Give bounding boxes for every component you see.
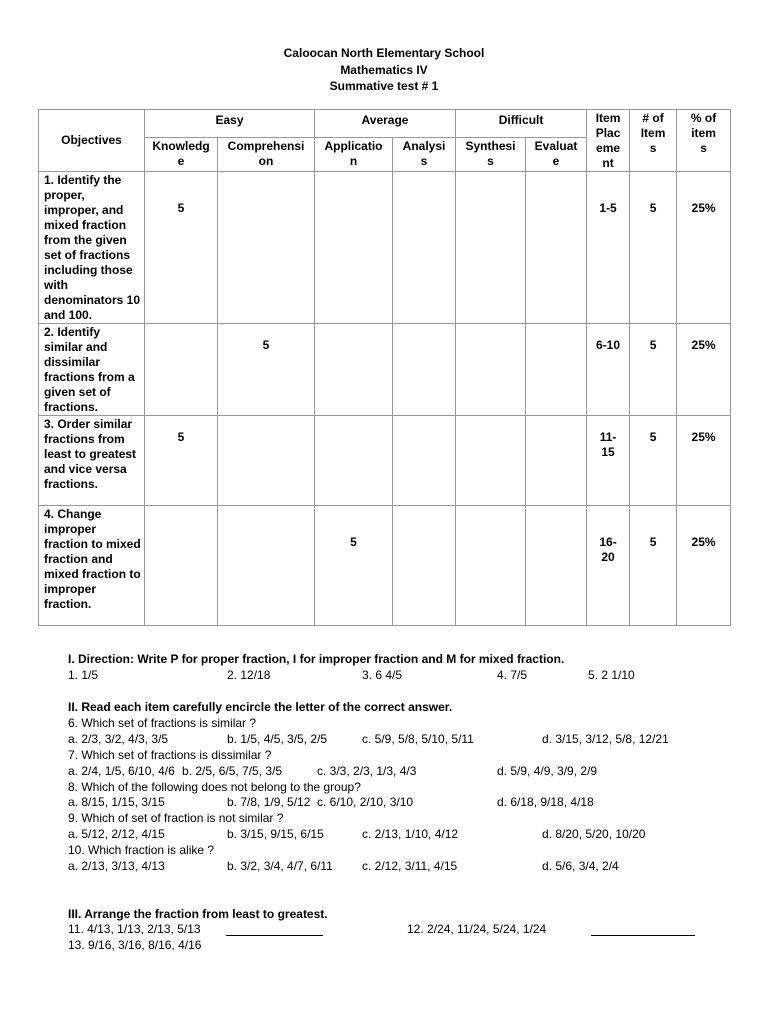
objective-cell: 3. Order similar fractions from least to greatest and vice versa fractions.	[39, 416, 145, 506]
synthesis-cell	[456, 172, 526, 324]
choice-a: a. 2/4, 1/5, 6/10, 4/6	[68, 764, 175, 778]
part3-item: 13. 9/16, 3/16, 8/16, 4/16	[68, 938, 202, 952]
choice-c: c. 3/3, 2/3, 1/3, 4/3	[317, 764, 417, 778]
percent-items-header: % of item s	[677, 110, 731, 172]
choice-b: b. 3/2, 3/4, 4/7, 6/11	[227, 859, 333, 873]
average-header: Average	[315, 110, 456, 138]
choice-a: a. 8/15, 1/15, 3/15	[68, 795, 165, 809]
part1-item: 2. 12/18	[227, 668, 271, 682]
part3-item: 11. 4/13, 1/13, 2/13, 5/13	[68, 922, 201, 936]
part3-direction: III. Arrange the fraction from least to greatest.	[68, 907, 328, 921]
percent-cell: 25%	[677, 324, 731, 416]
question-text: 10. Which fraction is alike ?	[68, 843, 215, 857]
placement-cell: 11- 15	[587, 416, 630, 506]
test-title: Summative test # 1	[329, 79, 439, 93]
items-cell: 5	[630, 416, 677, 506]
placement-cell: 6-10	[587, 324, 630, 416]
objective-cell: 4. Change improper fraction to mixed fraction and mixed fraction to improper fraction.	[39, 506, 145, 626]
comprehension-header: Comprehensi on	[218, 137, 315, 171]
choice-d: d. 6/18, 9/18, 4/18	[497, 795, 594, 809]
comprehension-cell	[218, 416, 315, 506]
question-text: 7. Which set of fractions is dissimilar ?	[68, 748, 272, 762]
easy-header: Easy	[145, 110, 315, 138]
knowledge-cell: 5	[145, 416, 218, 506]
percent-cell: 25%	[677, 416, 731, 506]
choice-c: c. 2/12, 3/11, 4/15	[362, 859, 458, 873]
choice-c: c. 6/10, 2/10, 3/10	[317, 795, 414, 809]
evaluate-cell	[526, 416, 587, 506]
num-items-header: # of Item s	[630, 110, 677, 172]
choice-b: b. 7/8, 1/9, 5/12	[227, 795, 311, 809]
choice-d: d. 5/9, 4/9, 3/9, 2/9	[497, 764, 598, 778]
knowledge-cell	[145, 324, 218, 416]
subject-title: Mathematics IV	[340, 63, 428, 77]
choice-b: b. 1/5, 4/5, 3/5, 2/5	[227, 732, 328, 746]
evaluate-cell	[526, 324, 587, 416]
choice-d: d. 8/20, 5/20, 10/20	[542, 827, 646, 841]
items-cell: 5	[630, 172, 677, 324]
choice-d: d. 3/15, 3/12, 5/8, 12/21	[542, 732, 669, 746]
objective-cell: 2. Identify similar and dissimilar fractions from a given set of fractions.	[39, 324, 145, 416]
question-text: 9. Which of set of fraction is not similar ?	[68, 811, 284, 825]
part1-item: 3. 6 4/5	[362, 668, 403, 682]
table-row	[39, 324, 731, 416]
knowledge-cell: 5	[145, 172, 218, 324]
application-cell	[315, 324, 393, 416]
objective-cell: 1. Identify the proper, improper, and mixed fraction from the given set of fractions including those with denominators 10 and 100.	[39, 172, 145, 324]
choice-a: a. 5/12, 2/12, 4/15	[68, 827, 165, 841]
percent-cell: 25%	[677, 172, 731, 324]
choice-c: c. 2/13, 1/10, 4/12	[362, 827, 459, 841]
evaluate-header: Evaluat e	[526, 137, 587, 171]
part3-item: 12. 2/24, 11/24, 5/24, 1/24	[407, 922, 547, 936]
synthesis-cell	[456, 324, 526, 416]
part1-item: 1. 1/5	[68, 668, 99, 682]
analysis-cell	[393, 416, 456, 506]
choice-a: a. 2/13, 3/13, 4/13	[68, 859, 165, 873]
table-row	[39, 172, 731, 324]
placement-cell: 16- 20	[587, 506, 630, 626]
knowledge-header: Knowledg e	[145, 137, 218, 171]
question-text: 8. Which of the following does not belong to the group?	[68, 780, 361, 794]
analysis-cell	[393, 506, 456, 626]
part2-direction: II. Read each item carefully encircle the letter of the correct answer.	[68, 700, 453, 714]
application-header: Applicatio n	[315, 137, 393, 171]
synthesis-cell	[456, 416, 526, 506]
evaluate-cell	[526, 172, 587, 324]
knowledge-cell	[145, 506, 218, 626]
percent-cell: 25%	[677, 506, 731, 626]
application-cell	[315, 172, 393, 324]
application-cell	[315, 416, 393, 506]
choice-b: b. 3/15, 9/15, 6/15	[227, 827, 324, 841]
application-cell: 5	[315, 506, 393, 626]
part1-item: 5. 2 1/10	[588, 668, 635, 682]
item-placement-header: Item Plac eme nt	[587, 110, 630, 172]
evaluate-cell	[526, 506, 587, 626]
synthesis-header: Synthesi s	[456, 137, 526, 171]
table-row	[39, 506, 731, 626]
placement-cell: 1-5	[587, 172, 630, 324]
choice-b: b. 2/5, 6/5, 7/5, 3/5	[182, 764, 283, 778]
choice-c: c. 5/9, 5/8, 5/10, 5/11	[362, 732, 474, 746]
table-of-specifications	[38, 109, 731, 626]
analysis-cell	[393, 324, 456, 416]
part1-item: 4. 7/5	[497, 668, 528, 682]
school-name: Caloocan North Elementary School	[283, 46, 485, 60]
comprehension-cell	[218, 172, 315, 324]
synthesis-cell	[456, 506, 526, 626]
choice-a: a. 2/3, 3/2, 4/3, 3/5	[68, 732, 169, 746]
comprehension-cell	[218, 506, 315, 626]
items-cell: 5	[630, 506, 677, 626]
part1-direction: I. Direction: Write P for proper fraction, I for improper fraction and M for mixed fraction.	[68, 652, 565, 666]
choice-d: d. 5/6, 3/4, 2/4	[542, 859, 619, 873]
analysis-cell	[393, 172, 456, 324]
table-row	[39, 416, 731, 506]
answer-blank	[591, 935, 695, 936]
difficult-header: Difficult	[456, 110, 587, 138]
question-text: 6. Which set of fractions is similar ?	[68, 716, 257, 730]
objectives-header: Objectives	[39, 110, 145, 172]
comprehension-cell: 5	[218, 324, 315, 416]
analysis-header: Analysi s	[393, 137, 456, 171]
items-cell: 5	[630, 324, 677, 416]
answer-blank	[226, 935, 323, 936]
